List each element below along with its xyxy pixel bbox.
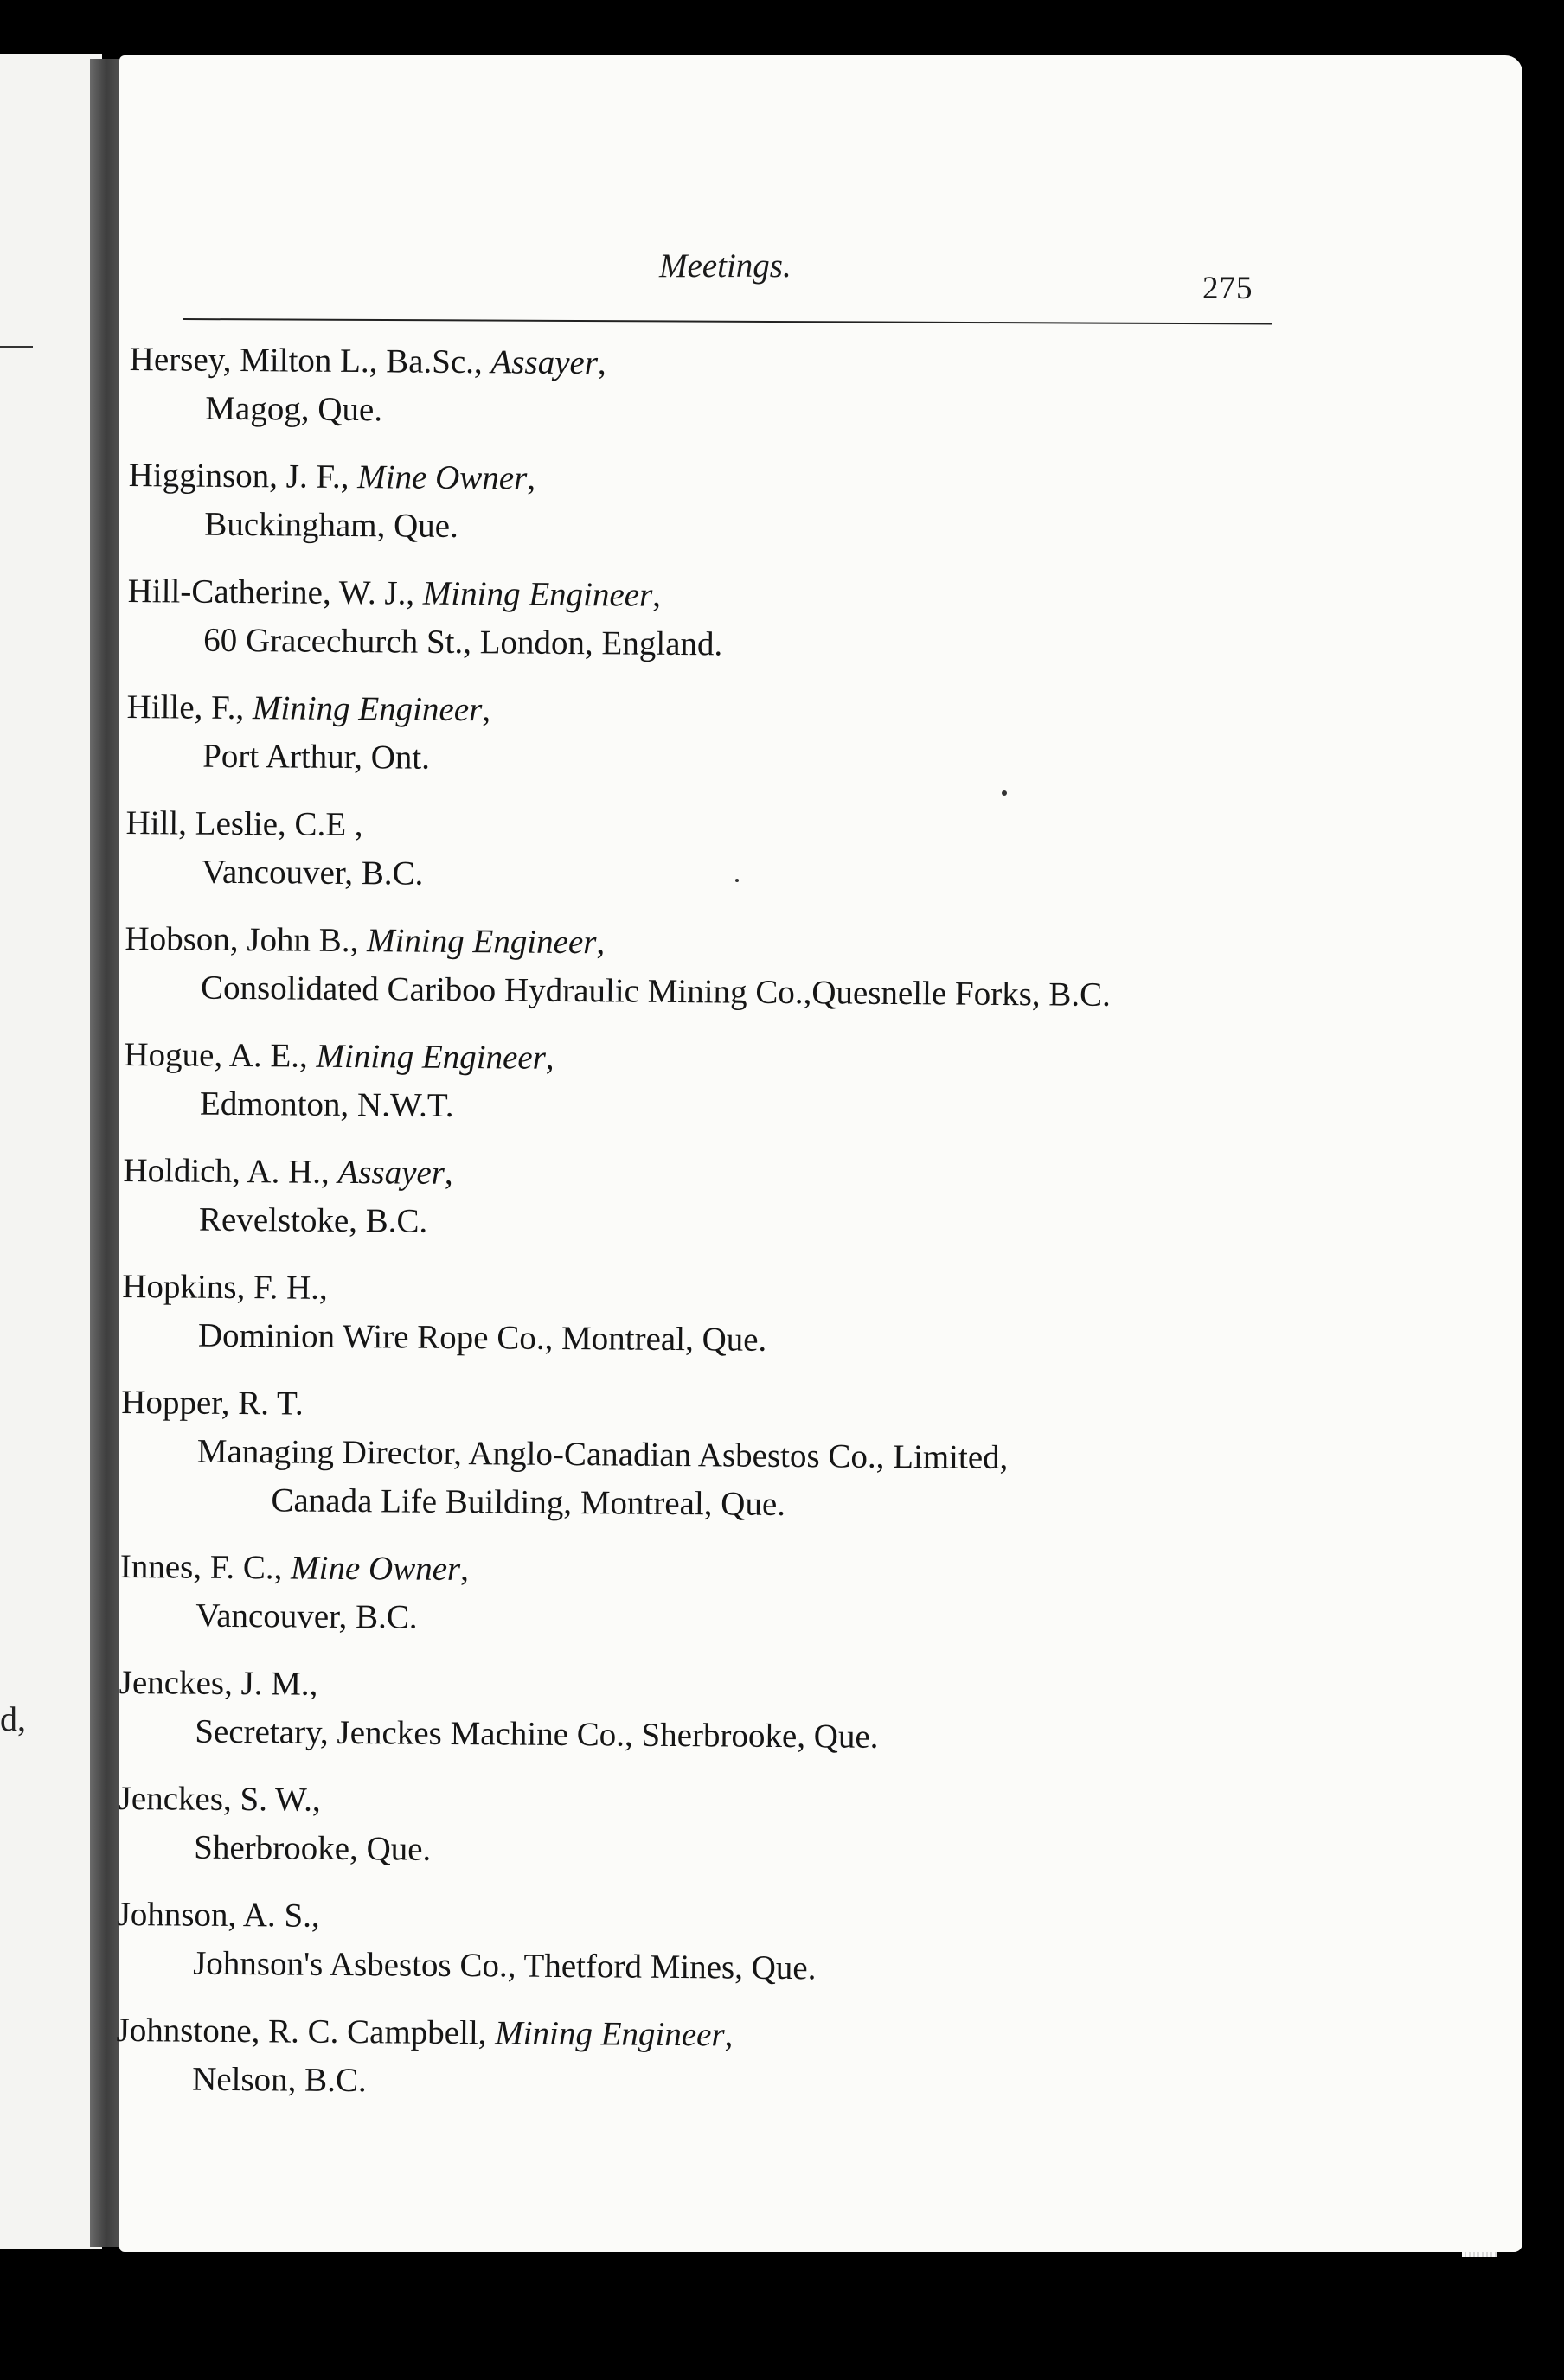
member-name: Jenckes, J. M., [119, 1663, 318, 1703]
member-name: Hersey, Milton L., Ba.Sc., [129, 340, 491, 381]
member-address: Nelson, B.C. [191, 2060, 367, 2100]
member-occupation: Mine Owner [357, 458, 528, 497]
member-address: Magog, Que. [205, 389, 383, 429]
member-occupation: Mining Engineer [366, 922, 597, 962]
member-address: Managing Director, Anglo-Canadian Asbestos Co., Limited, [196, 1432, 1009, 1477]
member-address: Port Arthur, Ont. [202, 737, 431, 777]
list-item: Hogue, A. E., Mining Engineer, Edmonton, N.W.T. [124, 1031, 1353, 1137]
page-number: 275 [1202, 271, 1253, 306]
member-occupation: Mining Engineer [316, 1037, 547, 1077]
member-address: Vancouver, B.C. [196, 1596, 418, 1636]
member-address-continued: Canada Life Building, Montreal, Que. [271, 1481, 786, 1523]
member-name: Hogue, A. E., [124, 1035, 317, 1075]
member-name: Hopper, R. T. [121, 1383, 304, 1423]
member-name: Johnson, A. S., [117, 1895, 320, 1935]
member-occupation: Assayer [490, 343, 599, 382]
list-item: Higginson, J. F., Mine Owner, Buckingham, Que. [128, 451, 1357, 558]
member-name: Hille, F., [126, 688, 253, 727]
list-item: Hobson, John B., Mining Engineer, Consolidated Cariboo Hydraulic Mining Co.,Quesnelle Forks, B.C. [125, 915, 1354, 1021]
left-page-text-fragment: d, [0, 1699, 26, 1738]
list-item: Hill-Catherine, W. J., Mining Engineer, 60 Gracechurch St., London, England. [127, 567, 1356, 674]
left-facing-page [0, 54, 102, 2249]
member-name: Hobson, John B., [125, 919, 368, 960]
member-occupation: Mining Engineer [495, 2014, 725, 2054]
member-address: Consolidated Cariboo Hydraulic Mining Co.,Quesnelle Forks, B.C. [200, 969, 1112, 1014]
member-name: Holdich, A. H., [123, 1151, 338, 1191]
list-item [120, 1379, 1349, 1533]
list-item [117, 1891, 1346, 1997]
member-name: Innes, F. C., [119, 1547, 292, 1587]
list-item: Innes, F. C., Mine Owner, Vancouver, B.C. [119, 1543, 1349, 1649]
left-page-rule [0, 346, 33, 348]
member-name: Hill-Catherine, W. J., [127, 572, 424, 612]
member-address: Sherbrooke, Que. [194, 1828, 432, 1868]
member-address: Vancouver, B.C. [201, 853, 424, 892]
list-item: Hersey, Milton L., Ba.Sc., Assayer, Magog, Que. [129, 336, 1358, 442]
member-occupation: Assayer [337, 1153, 445, 1192]
list-item: Holdich, A. H., Assayer, Revelstoke, B.C. [123, 1147, 1352, 1253]
member-occupation: Mining Engineer [422, 574, 653, 614]
member-name: Hopkins, F. H., [122, 1267, 328, 1307]
list-item: Johnstone, R. C. Campbell, Mining Engineer, Nelson, B.C. [116, 2006, 1345, 2113]
running-header-title: Meetings. [659, 247, 792, 285]
list-item: Hille, F., Mining Engineer, Port Arthur, Ont. [126, 683, 1356, 790]
list-item [119, 1659, 1348, 1765]
list-item [125, 799, 1355, 905]
member-name: Johnstone, R. C. Campbell, [116, 2011, 496, 2052]
member-list [116, 336, 1358, 2132]
list-item [122, 1263, 1351, 1369]
member-address: Secretary, Jenckes Machine Co., Sherbrooke, Que. [195, 1712, 879, 1756]
member-occupation: Mine Owner [290, 1549, 461, 1589]
member-occupation: Mining Engineer [252, 689, 483, 729]
member-name: Higginson, J. F., [128, 456, 358, 496]
member-address: Revelstoke, B.C. [198, 1200, 428, 1240]
member-address: Buckingham, Que. [204, 505, 458, 545]
member-address: Dominion Wire Rope Co., Montreal, Que. [197, 1316, 767, 1359]
list-item [118, 1775, 1347, 1881]
member-name: Jenckes, S. W., [118, 1779, 321, 1819]
member-name: Hill, Leslie, C.E , [125, 803, 363, 844]
member-address: 60 Gracechurch St., London, England. [203, 621, 723, 663]
member-address: Johnson's Asbestos Co., Thetford Mines, Que. [193, 1944, 817, 1987]
member-address: Edmonton, N.W.T. [199, 1084, 454, 1124]
